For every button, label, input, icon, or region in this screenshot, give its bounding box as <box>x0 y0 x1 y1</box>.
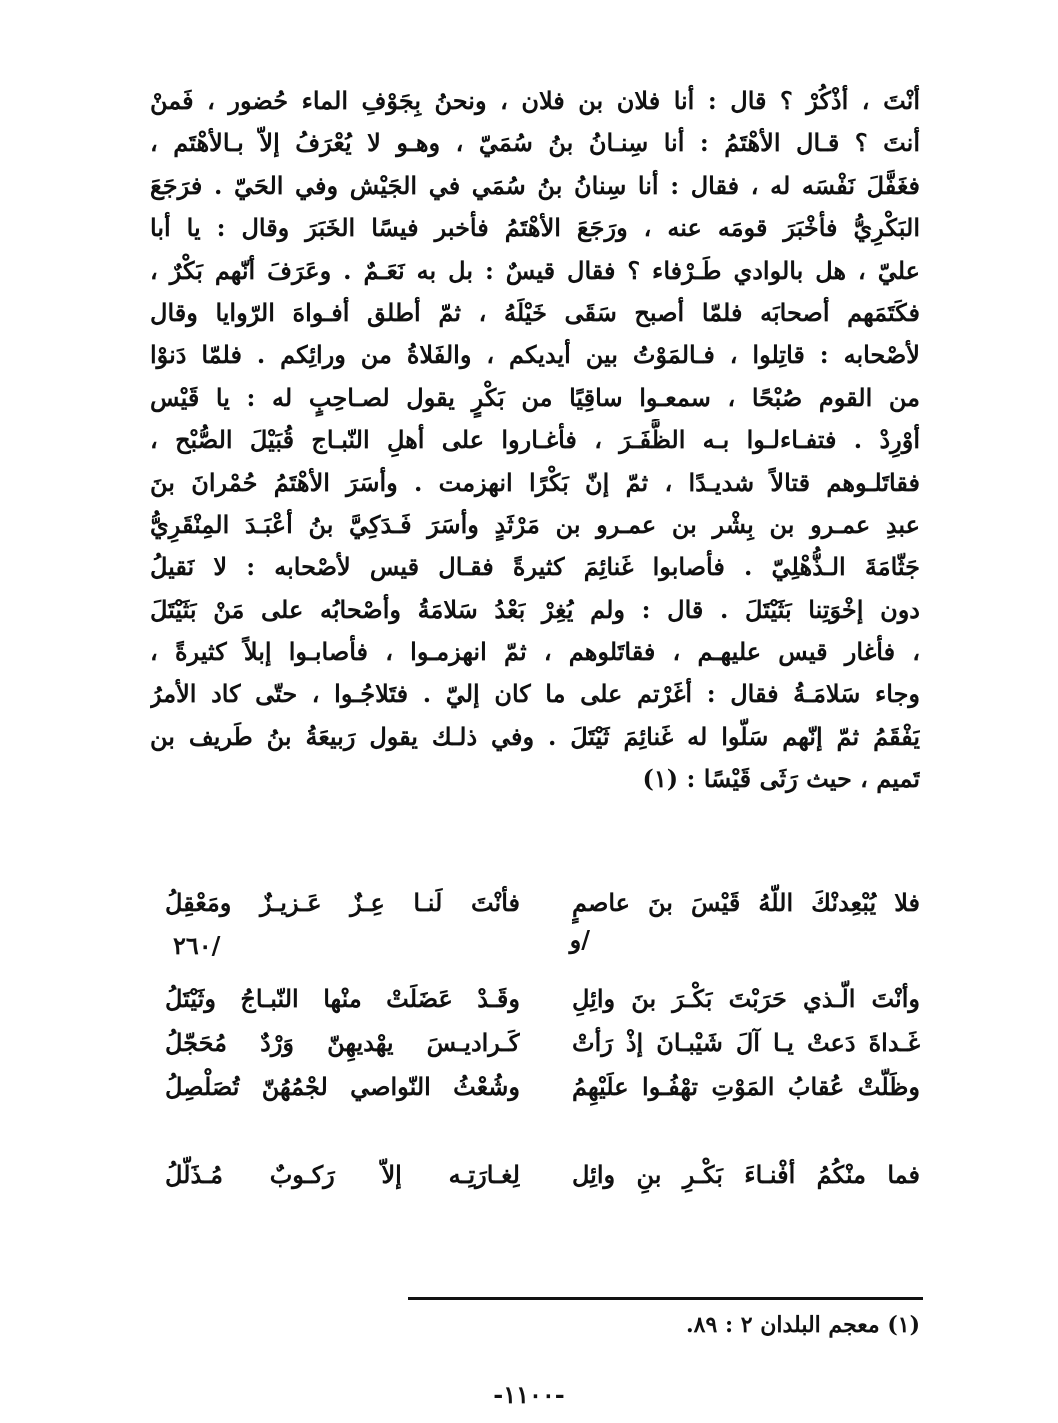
prose-line: فقاتَلـوهم قتالاً شديـدًا ، ثمّ إنّ بَكْرًا انهزمت . وأسَرَ الأهْتَمُ حُمْرانَ بنَ <box>150 467 920 497</box>
prose-line: أنْتَ ، أذْكُرْ ؟ قال : أنا فلان بن فلان ، ونحنُ بِجَوْفِ الماء حُضور ، فَمنْ <box>150 86 920 115</box>
prose-line: لأصْحابه : قاتِلوا ، فـالمَوْتُ بين أيديكم ، والفَلاةُ من ورائِكم . فلمّا دَنوْا <box>150 340 920 370</box>
verse-first-hemistich: وأنْتَ الّـذي حَرَبْتَ بَكْـرَ بنَ وائِلِ <box>572 984 920 1013</box>
verse-second-hemistich: وشُعْثُ النّواصي لجْمُهُنّ تُصَلْصِلُ <box>165 1072 520 1101</box>
verse-couplet <box>165 882 920 924</box>
prose-line: عبدِ عمـرو بن بِشْر بن عمـرو بن مَرْثَدٍ وأسَرَ فَـدَكِيَّ بنُ أعْبَـدَ المِنْقَرِيُّ <box>150 509 920 539</box>
prose-line-last: تَميم ، حيث رَثَى قَيْسًا : (١) <box>642 764 920 794</box>
footnote-separator <box>408 1297 923 1300</box>
prose-line: أوْرِدْ . فتفـاءلـوا بـه الظَّفَـرَ ، فأغـاروا على أهلِ النّبـاج قُبَيْلَ الصُّبْح ، <box>150 425 920 455</box>
prose-line: يَفْقَمُ ثمّ إنّهم سَلّوا له غَنائِمَ ثَيْتَلَ . وفي ذلـك يقول رَبيعَةُ بنُ طَريف بن <box>150 721 920 751</box>
prose-body <box>150 80 920 801</box>
verse-second-hemistich: فأنْتَ لَنـا عِـزٌ عَـزيـزٌ ومَعْقِلُ <box>165 888 520 917</box>
verse-first-hemistich: فلا يُبْعِدنْكَ اللّهُ قَيْسَ بنَ عاصمٍ <box>572 888 920 917</box>
verse-second-hemistich: كَـراديـسَ يهْديهِنّ وَرْدٌ مُحَجّلُ <box>165 1028 520 1057</box>
prose-line: فكَتَمَهم أصحابَه فلمّا أصبح سَقَى خَيْلَهُ ، ثمّ أطلق أفـواهَ الرّوايا وقال <box>150 297 920 327</box>
manuscript-folio-side: و/ <box>569 925 590 954</box>
footnote: (١) معجم البلدان ٢ : ٨٩. <box>685 1312 920 1338</box>
verse-first-hemistich: غَـداةَ دَعتْ يـا آلَ شَيْبـانَ إذْ رَأتْ <box>572 1028 920 1057</box>
verse-couplet <box>165 1154 920 1196</box>
manuscript-marker <box>165 926 920 966</box>
prose-line: عليّ ، هل بالوادي طَـرْفاء ؟ فقال قيسٌ : بل به نَعَـمٌ . وعَرَفَ أنّهم بَكْرٌ ، <box>150 255 920 285</box>
verse-first-hemistich: فما منْكُمُ أفْنـاءَ بَكْـرِ بنِ وائِل <box>572 1160 920 1189</box>
verse-couplet <box>165 1066 920 1108</box>
page-number: -١١٠٠- <box>493 1380 565 1409</box>
prose-line: ، فأغار قيس عليهـم ، فقاتَلوهم ، ثمّ انهزمـوا ، فأصابـوا إبلاً كثيرةً ، <box>150 637 920 667</box>
prose-line: دون إخْوَتِنا بَثَيْتَلَ . قال : ولم يُغِرْ بَعْدُ سَلامَةُ وأصْحابُه على مَنْ بَثَيْتَلَ <box>150 594 920 624</box>
verse-couplet <box>165 1022 920 1064</box>
prose-line: أنتَ ؟ قـال الأهْتَمُ : أنا سِنـانُ بنُ سُمَيّ ، وهـو لا يُعْرَفُ إلاّ بـالأهْتَم ، <box>150 128 920 158</box>
prose-line: وجاء سَلامَـةُ فقال : أغَرْتم على ما كان إليّ . فتَلاجُـوا ، حتّى كاد الأمرُ <box>150 679 920 709</box>
prose-line: فغَفَّلَ نَفْسَه له ، فقال : أنا سِنانُ بنُ سُمَي في الجَيْش وفي الحَيّ . فرَجَعَ <box>150 170 920 200</box>
verse-second-hemistich: وقَـدْ عَضَلَتْ منْها النّبـاجُ وثَيْتَلُ <box>165 984 520 1013</box>
verse-first-hemistich: وظَلّتْ عُقابُ المَوْتِ تهْفُـوا علَيْهِمُ <box>572 1072 920 1101</box>
prose-line: من القوم صُبْحًا ، سمعـوا ساقِيًا من بَكْرٍ يقول لصـاحِبٍ له : يا قَيْس <box>150 382 920 412</box>
prose-line: البَكْرِيُّ فأخْبَرَ قومَه عنه ، ورَجَعَ الأهْتَمُ فأخبر فيسًا الخَبَرَ وقال : يا أبا <box>150 213 920 243</box>
verse-couplet <box>165 978 920 1020</box>
manuscript-folio-number: ٢٦٠/ <box>173 931 221 960</box>
verse-second-hemistich: لِغـارَتِـه إلاّ رَكـوبٌ مُـذَلّلُ <box>165 1160 520 1189</box>
prose-line: جَثّامَةَ الـذُّهْلِيّ . فأصابوا غَنائِمَ كثيرةً فقـال قيس لأصْحابه : لا نَقيلُ <box>150 552 920 582</box>
